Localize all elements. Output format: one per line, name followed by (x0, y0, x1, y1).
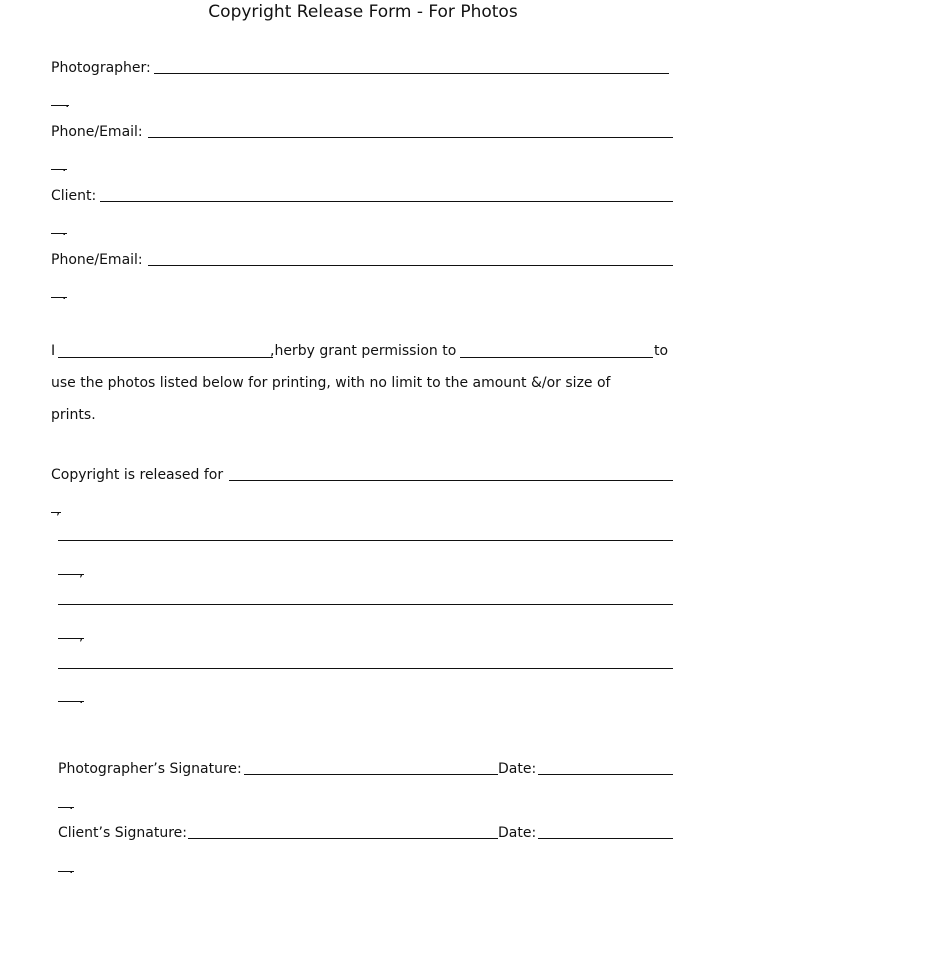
copyright-released-input-line[interactable] (229, 480, 673, 481)
client-contact-label: Phone/Email: (51, 252, 143, 268)
copyright-item-line-3[interactable] (58, 604, 673, 605)
client-signature-label: Client’s Signature: (58, 825, 187, 841)
copyright-continuation-2: , (58, 563, 88, 575)
permission-line-2: use the photos listed below for printing, with no limit to the amount &/or size of (51, 375, 611, 391)
copyright-continuation-3: , (58, 627, 88, 639)
client-contact-continuation: . (51, 286, 73, 298)
client-date-line[interactable] (538, 838, 673, 839)
copyright-item-line-2[interactable] (58, 540, 673, 541)
copyright-continuation-4: . (58, 690, 88, 702)
photographer-signature-label: Photographer’s Signature: (58, 761, 242, 777)
photographer-continuation: . (51, 94, 73, 106)
client-label: Client: (51, 188, 97, 204)
client-signature-line[interactable] (188, 838, 498, 839)
photographer-contact-label: Phone/Email: (51, 124, 143, 140)
photographer-date-label: Date: (498, 761, 537, 777)
photographer-input-line[interactable] (154, 73, 669, 74)
client-signature-continuation: . (58, 860, 80, 872)
client-contact-input-line[interactable] (148, 265, 673, 266)
client-input-line[interactable] (100, 201, 673, 202)
grantee-name-line[interactable] (460, 357, 653, 358)
photographer-label: Photographer: (51, 60, 151, 76)
photographer-contact-input-line[interactable] (148, 137, 673, 138)
client-date-label: Date: (498, 825, 537, 841)
copyright-released-label: Copyright is released for (51, 467, 224, 483)
photographer-contact-continuation: . (51, 158, 73, 170)
copyright-item-line-4[interactable] (58, 668, 673, 669)
photographer-signature-line[interactable] (244, 774, 498, 775)
permission-to-text: to (654, 343, 669, 359)
copyright-continuation-1: , (51, 501, 73, 513)
grantor-name-line[interactable] (58, 357, 273, 358)
photographer-signature-continuation: . (58, 796, 80, 808)
permission-grant-text: ,herby grant permission to (270, 343, 457, 359)
permission-i-label: I (51, 343, 56, 359)
form-title: Copyright Release Form - For Photos (208, 2, 518, 22)
photographer-date-line[interactable] (538, 774, 673, 775)
permission-line-3: prints. (51, 407, 96, 423)
client-continuation: . (51, 222, 73, 234)
